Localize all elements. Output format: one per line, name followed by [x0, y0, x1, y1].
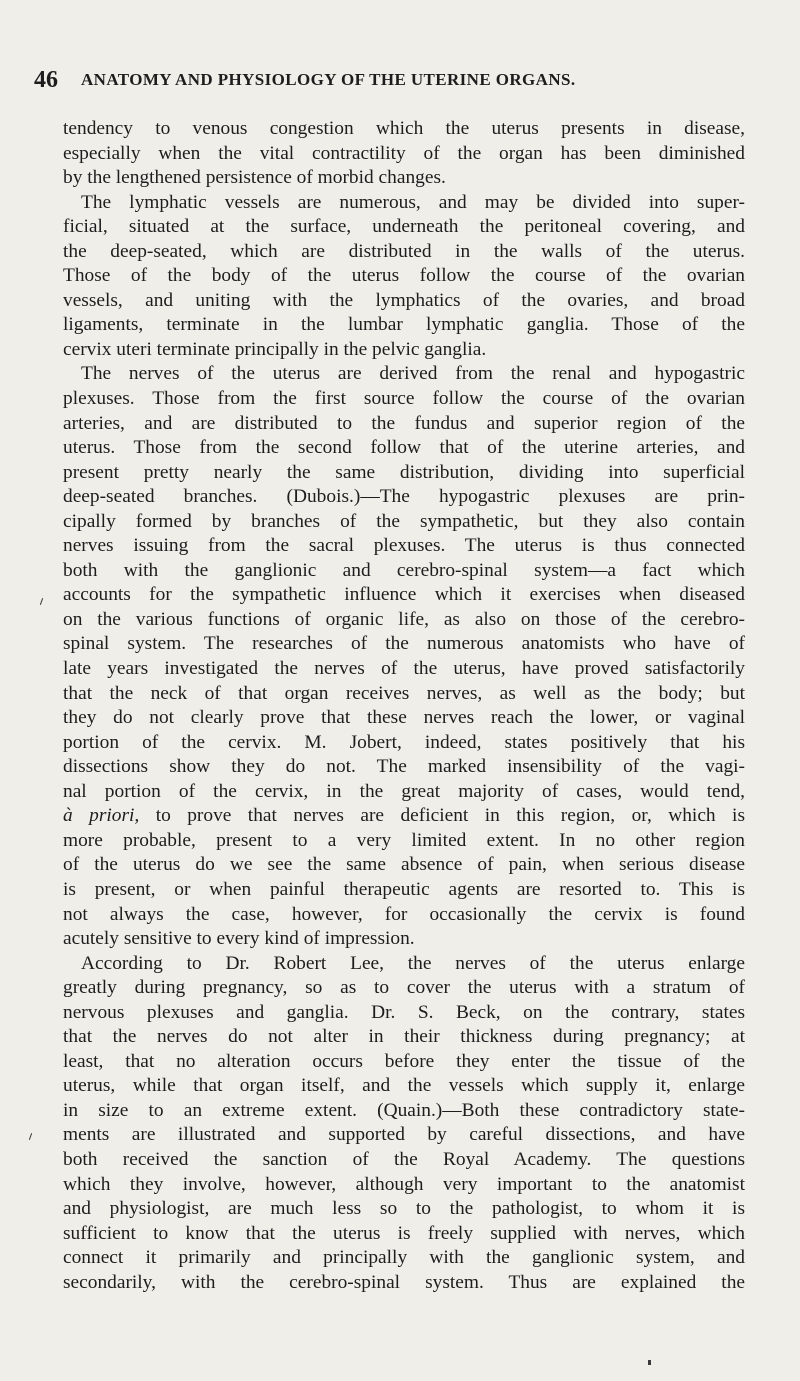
text-line: vessels, and uniting with the lymphatics of the ovaries, and broad	[63, 289, 745, 311]
text-line: plexuses. Those from the first source follow the course of the ovarian	[63, 388, 745, 410]
text-line: they do not clearly prove that these nerves reach the lower, or vaginal	[63, 707, 745, 729]
text-line: in size to an extreme extent. (Quain.)—Both these contradictory state-	[63, 1099, 745, 1121]
text-line: both with the ganglionic and cerebro-spinal system—a fact which	[63, 559, 745, 581]
text-line: least, that no alteration occurs before they enter the tissue of the	[63, 1050, 745, 1072]
text-line: nerves issuing from the sacral plexuses. The uterus is thus connected	[63, 535, 745, 557]
text-line: on the various functions of organic life, as also on those of the cerebro-	[63, 608, 745, 630]
ink-speck	[648, 1360, 651, 1365]
text-line: nervous plexuses and ganglia. Dr. S. Beck, on the contrary, states	[63, 1001, 745, 1023]
text-line: The nerves of the uterus are derived from the renal and hypogastric	[81, 363, 745, 385]
text-line: dissections show they do not. The marked insensibility of the vagi-	[63, 756, 745, 778]
text-line: cipally formed by branches of the sympathetic, but they also contain	[63, 510, 745, 532]
text-line: and physiologist, are much less so to the pathologist, to whom it is	[63, 1198, 745, 1220]
text-line: that the nerves do not alter in their thickness during pregnancy; at	[63, 1026, 745, 1048]
text-line: not always the case, however, for occasionally the cervix is found	[63, 903, 745, 925]
text-line: connect it primarily and principally with the ganglionic system, and	[63, 1247, 745, 1269]
italic-line-rest: to prove that nerves are deficient in this region, or, which is	[139, 805, 745, 827]
italic-phrase: à priori,	[63, 805, 140, 827]
text-line: nal portion of the cervix, in the great majority of cases, would tend,	[63, 780, 745, 802]
text-line: The lymphatic vessels are numerous, and may be divided into super-	[81, 191, 745, 213]
text-line-with-italic	[63, 804, 745, 829]
text-line: more probable, present to a very limited extent. In no other region	[63, 829, 745, 851]
text-line: which they involve, however, although very important to the anatomist	[63, 1173, 745, 1195]
text-line: that the neck of that organ receives nerves, as well as the body; but	[63, 682, 745, 704]
text-line: ments are illustrated and supported by careful dissections, and have	[63, 1124, 745, 1146]
text-line: sufficient to know that the uterus is freely supplied with nerves, which	[63, 1222, 745, 1244]
text-line: spinal system. The researches of the numerous anatomists who have of	[63, 633, 745, 655]
text-line: tendency to venous congestion which the uterus presents in disease,	[63, 118, 745, 139]
running-title: ANATOMY AND PHYSIOLOGY OF THE UTERINE ORGANS.	[81, 70, 576, 89]
text-line: late years investigated the nerves of the uterus, have proved satisfactorily	[63, 658, 745, 680]
text-line: ligaments, terminate in the lumbar lymphatic ganglia. Those of the	[63, 314, 745, 336]
ink-speck	[29, 1133, 32, 1140]
text-line: uterus, while that organ itself, and the vessels which supply it, enlarge	[63, 1075, 745, 1097]
text-line: uterus. Those from the second follow that of the uterine arteries, and	[63, 437, 745, 459]
text-line: Those of the body of the uterus follow the course of the ovarian	[63, 265, 745, 287]
text-line: ficial, situated at the surface, underneath the peritoneal covering, and	[63, 216, 745, 238]
page-number: 46	[34, 67, 58, 93]
text-line: deep-seated branches. (Dubois.)—The hypogastric plexuses are prin-	[63, 486, 745, 508]
text-line: portion of the cervix. M. Jobert, indeed, states positively that his	[63, 731, 745, 753]
text-line: acutely sensitive to every kind of impression.	[63, 928, 415, 950]
text-line: of the uterus do we see the same absence of pain, when serious disease	[63, 854, 745, 876]
text-line: is present, or when painful therapeutic agents are resorted to. This is	[63, 878, 745, 900]
text-line: accounts for the sympathetic influence which it exercises when diseased	[63, 584, 745, 606]
text-line: the deep-seated, which are distributed in the walls of the uterus.	[63, 240, 745, 262]
running-header	[34, 66, 734, 94]
text-line: arteries, and are distributed to the fundus and superior region of the	[63, 412, 745, 434]
ink-speck	[40, 598, 43, 605]
text-line: by the lengthened persistence of morbid changes.	[63, 167, 446, 189]
text-line: greatly during pregnancy, so as to cover the uterus with a stratum of	[63, 977, 745, 999]
text-line: secondarily, with the cerebro-spinal system. Thus are explained the	[63, 1271, 745, 1293]
body-text	[63, 117, 745, 1295]
text-line: present pretty nearly the same distribution, dividing into superficial	[63, 461, 745, 483]
text-line: both received the sanction of the Royal Academy. The questions	[63, 1148, 745, 1170]
text-line: especially when the vital contractility of the organ has been diminished	[63, 142, 745, 164]
text-line: cervix uteri terminate principally in the pelvic ganglia.	[63, 338, 487, 360]
text-line: According to Dr. Robert Lee, the nerves of the uterus enlarge	[81, 952, 745, 974]
